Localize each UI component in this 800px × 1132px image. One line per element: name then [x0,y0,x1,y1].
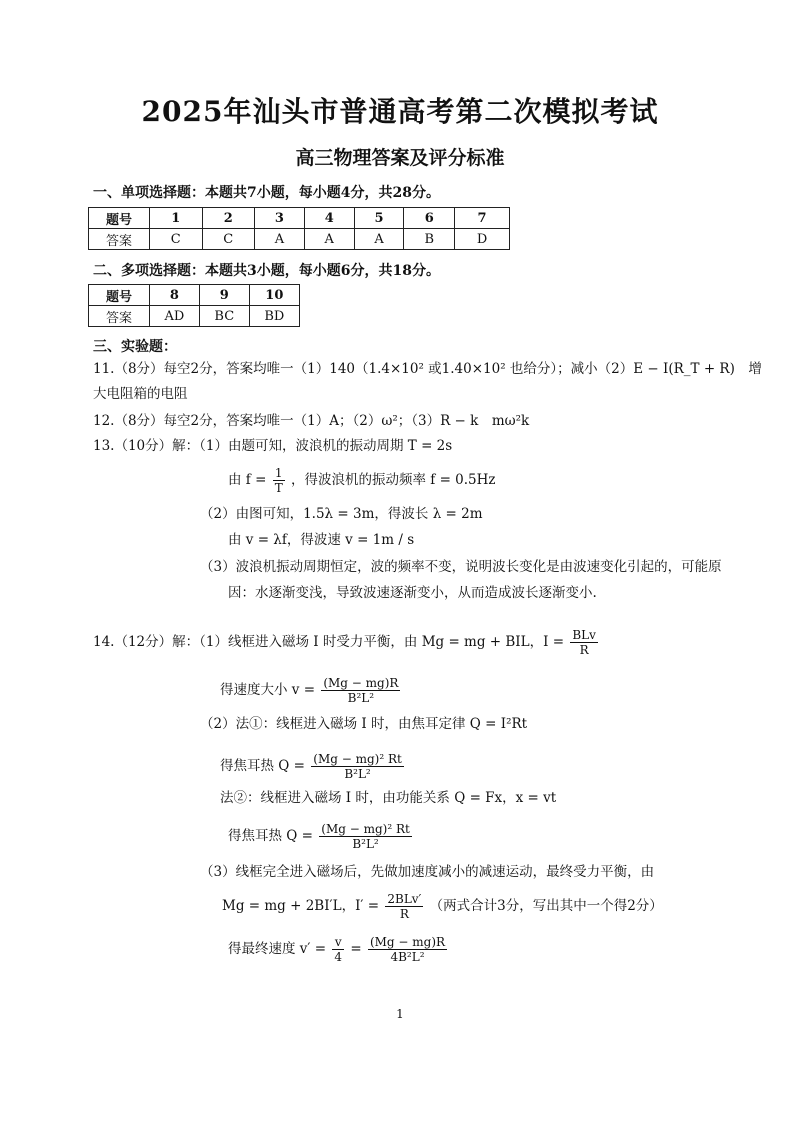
q14-part2-method1: （2）法①：线框进入磁场 I 时，由焦耳定律 Q = I²Rt [200,716,528,732]
q14-scoring-note: （两式合计3分，写出其中一个得2分） [429,898,663,914]
fraction [570,628,598,657]
fraction [311,752,404,781]
q14-heat-result2 [228,822,414,851]
answer-cell: BD [249,306,299,327]
table-row [89,208,510,229]
q14-velocity-result [220,676,402,705]
answer-cell: A [255,229,305,250]
q13-frequency-suffix: ，得波浪机的振动频率 f = 0.5Hz [291,472,496,488]
q13-frequency-line [228,466,496,495]
row-label: 题号 [89,208,150,229]
fraction [273,466,285,495]
table-row [89,229,510,250]
answer-cell: C [150,229,203,250]
answer-cell: BC [199,306,249,327]
answer-cell: AD [150,306,200,327]
multi-choice-answer-table [88,284,300,327]
table-row [89,285,300,306]
q14-final-velocity [228,935,449,964]
question-number: 2 [202,208,255,229]
q14-part2-method2: 法②：线框进入磁场 I 时，由功能关系 Q = Fx，x = vt [220,790,557,806]
fraction-numerator: (Mg − mg)² Rt [313,752,402,766]
row-label: 题号 [89,285,150,306]
question-number: 10 [249,285,299,306]
table-row [89,306,300,327]
q14-balance-equation: Mg = mg + 2BI′L，I′ = [222,898,380,914]
q13-part3-line2: 因：水逐渐变浅，导致波速逐渐变小，从而造成波长逐渐变小. [228,585,597,601]
q14-heat-prefix: 得焦耳热 Q = [228,828,313,844]
fraction-numerator: BLv [572,628,596,642]
fraction-numerator: (Mg − mg)R [369,935,446,949]
question-number: 3 [255,208,305,229]
fraction-numerator: v [332,935,344,950]
fraction-numerator: (Mg − mg)² Rt [321,822,410,836]
q13-part2-wavelength: （2）由图可知，1.5λ = 3m，得波长 λ = 2m [200,506,483,522]
q14-final-velocity-prefix: 得最终速度 v′ = [228,941,327,957]
question-number: 1 [150,208,203,229]
single-choice-answer-table [88,207,510,250]
fraction-denominator: R [399,907,409,921]
fraction [332,935,344,964]
fraction-denominator: B²L² [347,691,375,705]
section3-heading: 三、实验题： [93,339,177,355]
q11-answer-line1: 11.（8分）每空2分，答案均唯一（1）140（1.4×10² 或1.40×10² 也给分）；减小（2）E − I(R_T + R) 增 [93,361,762,377]
section1-heading: 一、单项选择题：本题共7小题，每小题4分，共28分。 [93,185,440,201]
question-number: 5 [354,208,404,229]
question-number: 8 [150,285,200,306]
question-number: 6 [404,208,455,229]
equals-sign: = [350,941,362,957]
question-number: 9 [199,285,249,306]
q13-frequency-prefix: 由 f = [228,472,267,488]
fraction-denominator: B²L² [352,837,379,851]
fraction-numerator: 2BLv′ [387,892,422,906]
row-label: 答案 [89,229,150,250]
page-subtitle: 高三物理答案及评分标准 [295,147,505,169]
question-number: 4 [304,208,354,229]
fraction [368,935,447,964]
fraction-denominator: 4 [334,950,343,964]
q14-heat-result1 [220,752,406,781]
q13-part2-speed: 由 v = λf，得波速 v = 1m / s [228,532,415,548]
q13-part1: 13.（10分）解：（1）由题可知，波浪机的振动周期 T = 2s [93,438,453,454]
q14-velocity-prefix: 得速度大小 v = [220,682,316,698]
answer-cell: D [455,229,510,250]
q14-part3-line1: （3）线框完全进入磁场后，先做加速度减小的减速运动，最终受力平衡，由 [200,864,655,880]
fraction [385,892,423,921]
fraction-numerator: (Mg − mg)R [323,676,399,690]
q11-answer-line2: 大电阻箱的电阻 [93,386,188,402]
fraction-denominator: R [579,643,589,657]
fraction-numerator: 1 [273,466,285,481]
q13-part3-line1: （3）波浪机振动周期恒定，波的频率不变，说明波长变化是由波速变化引起的，可能原 [200,559,722,575]
question-number: 7 [455,208,510,229]
q14-part3-equation [222,892,663,921]
answer-cell: A [354,229,404,250]
page-title: 2025年汕头市普通高考第二次模拟考试 [141,95,659,128]
section2-heading: 二、多项选择题：本题共3小题，每小题6分，共18分。 [93,263,440,279]
fraction-denominator: T [274,481,283,495]
answer-cell: A [304,229,354,250]
answer-cell: B [404,229,455,250]
q12-answer: 12.（8分）每空2分，答案均唯一（1）A；（2）ω²；（3）R − k mω²k [93,413,530,429]
row-label: 答案 [89,306,150,327]
fraction [321,676,400,705]
page-number: 1 [396,1007,404,1021]
fraction-denominator: 4B²L² [390,950,425,964]
q14-part1 [93,628,600,657]
fraction-denominator: B²L² [344,767,371,781]
fraction [319,822,412,851]
answer-cell: C [202,229,255,250]
q14-part1-text: 14.（12分）解：（1）线框进入磁场 I 时受力平衡，由 Mg = mg + BIL，I = [93,634,565,650]
q14-heat-prefix: 得焦耳热 Q = [220,758,305,774]
